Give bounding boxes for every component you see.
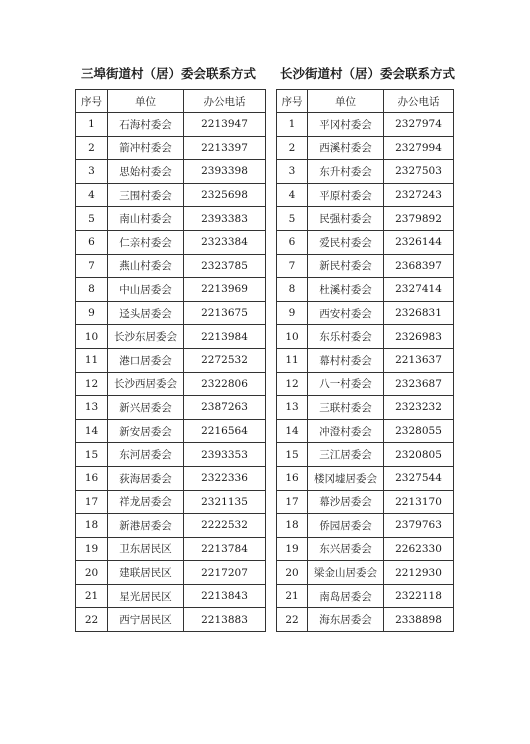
table-row [277,183,454,207]
table-row [76,254,266,278]
table-row [277,207,454,231]
row-unit: 新安居委会 [108,419,184,443]
row-index: 11 [76,348,108,372]
row-unit: 荻海居委会 [108,466,184,490]
row-phone: 2213397 [184,136,266,160]
header-phone: 办公电话 [184,90,266,113]
row-phone: 2327974 [384,113,454,137]
row-phone: 2327503 [384,160,454,184]
table-row [76,136,266,160]
table-row [76,183,266,207]
row-index: 21 [76,584,108,608]
table-row [277,160,454,184]
row-index: 5 [76,207,108,231]
row-unit: 东河居委会 [108,443,184,467]
row-phone: 2217207 [184,561,266,585]
row-index: 8 [277,278,308,302]
row-phone: 2379892 [384,207,454,231]
header-unit: 单位 [308,90,384,113]
row-index: 19 [277,537,308,561]
row-unit: 三围村委会 [108,183,184,207]
row-index: 3 [76,160,108,184]
row-phone: 2322806 [184,372,266,396]
table-row [277,537,454,561]
table-row [277,443,454,467]
table-row [277,254,454,278]
table-row [277,230,454,254]
row-index: 14 [277,419,308,443]
row-index: 18 [277,514,308,538]
row-phone: 2213170 [384,490,454,514]
table-row [76,160,266,184]
row-unit: 新港居委会 [108,514,184,538]
row-phone: 2322336 [184,466,266,490]
row-unit: 梁金山居委会 [308,561,384,585]
row-unit: 平冈村委会 [308,113,384,137]
row-index: 19 [76,537,108,561]
sanbu-table-body [76,113,266,632]
row-unit: 中山居委会 [108,278,184,302]
row-unit: 仁亲村委会 [108,230,184,254]
row-phone: 2328055 [384,419,454,443]
table-row [76,537,266,561]
table-row [76,113,266,137]
table-row [76,278,266,302]
changsha-panel [276,62,456,632]
row-phone: 2393353 [184,443,266,467]
row-unit: 杜溪村委会 [308,278,384,302]
table-row [76,348,266,372]
table-row [76,396,266,420]
row-index: 9 [76,301,108,325]
row-index: 2 [277,136,308,160]
row-phone: 2213883 [184,608,266,632]
row-index: 7 [277,254,308,278]
row-index: 10 [277,325,308,349]
table-row [277,608,454,632]
row-unit: 幕沙居委会 [308,490,384,514]
row-phone: 2323232 [384,396,454,420]
row-phone: 2320805 [384,443,454,467]
row-unit: 冲澄村委会 [308,419,384,443]
row-phone: 2326144 [384,230,454,254]
table-row [277,113,454,137]
row-index: 15 [76,443,108,467]
row-unit: 楼冈墟居委会 [308,466,384,490]
table-row [277,301,454,325]
changsha-table [276,89,454,632]
row-index: 9 [277,301,308,325]
row-unit: 三联村委会 [308,396,384,420]
row-unit: 八一村委会 [308,372,384,396]
table-row [76,490,266,514]
row-index: 16 [76,466,108,490]
table-row [76,466,266,490]
table-row [277,348,454,372]
table-header-row [76,90,266,113]
row-unit: 港口居委会 [108,348,184,372]
row-index: 16 [277,466,308,490]
row-unit: 西安村委会 [308,301,384,325]
table-row [76,514,266,538]
row-phone: 2213637 [384,348,454,372]
row-phone: 2213843 [184,584,266,608]
row-unit: 建联居民区 [108,561,184,585]
row-index: 1 [76,113,108,137]
row-phone: 2368397 [384,254,454,278]
header-phone: 办公电话 [384,90,454,113]
row-index: 17 [76,490,108,514]
row-index: 4 [277,183,308,207]
row-phone: 2327544 [384,466,454,490]
row-phone: 2212930 [384,561,454,585]
row-index: 3 [277,160,308,184]
table-row [277,396,454,420]
row-unit: 箭冲村委会 [108,136,184,160]
sanbu-table [75,89,266,632]
sanbu-title: 三埠街道村（居）委会联系方式 [81,66,257,81]
row-index: 13 [76,396,108,420]
row-phone: 2216564 [184,419,266,443]
table-row [76,419,266,443]
table-row [76,207,266,231]
row-phone: 2262330 [384,537,454,561]
table-row [76,230,266,254]
sanbu-panel [75,62,265,632]
header-index: 序号 [277,90,308,113]
row-phone: 2325698 [184,183,266,207]
row-phone: 2323384 [184,230,266,254]
row-index: 22 [76,608,108,632]
row-unit: 平原村委会 [308,183,384,207]
table-row [277,561,454,585]
row-unit: 祥龙居委会 [108,490,184,514]
row-unit: 西溪村委会 [308,136,384,160]
row-index: 6 [277,230,308,254]
table-row [277,514,454,538]
row-phone: 2387263 [184,396,266,420]
header-index: 序号 [76,90,108,113]
table-row [76,301,266,325]
row-index: 2 [76,136,108,160]
row-index: 5 [277,207,308,231]
changsha-title: 长沙街道村（居）委会联系方式 [280,66,456,81]
table-row [277,419,454,443]
row-unit: 侨园居委会 [308,514,384,538]
row-index: 21 [277,584,308,608]
row-phone: 2379763 [384,514,454,538]
row-phone: 2323785 [184,254,266,278]
table-row [76,443,266,467]
table-row [277,325,454,349]
row-index: 18 [76,514,108,538]
row-index: 11 [277,348,308,372]
row-unit: 海东居委会 [308,608,384,632]
table-row [277,136,454,160]
table-row [277,372,454,396]
row-index: 10 [76,325,108,349]
row-phone: 2321135 [184,490,266,514]
row-unit: 三江居委会 [308,443,384,467]
row-unit: 思始村委会 [108,160,184,184]
row-phone: 2338898 [384,608,454,632]
row-phone: 2327243 [384,183,454,207]
row-phone: 2272532 [184,348,266,372]
row-index: 20 [277,561,308,585]
row-index: 7 [76,254,108,278]
header-unit: 单位 [108,90,184,113]
row-unit: 民强村委会 [308,207,384,231]
row-phone: 2327414 [384,278,454,302]
table-row [76,561,266,585]
row-index: 1 [277,113,308,137]
row-unit: 爱民村委会 [308,230,384,254]
row-index: 20 [76,561,108,585]
row-unit: 东兴居委会 [308,537,384,561]
row-index: 4 [76,183,108,207]
row-unit: 卫东居民区 [108,537,184,561]
row-unit: 西宁居民区 [108,608,184,632]
row-index: 12 [76,372,108,396]
table-row [76,372,266,396]
table-row [277,466,454,490]
table-header-row [277,90,454,113]
table-row [277,490,454,514]
row-phone: 2393398 [184,160,266,184]
table-row [76,584,266,608]
row-phone: 2323687 [384,372,454,396]
row-unit: 南山村委会 [108,207,184,231]
row-unit: 幕村村委会 [308,348,384,372]
row-index: 14 [76,419,108,443]
table-row [76,608,266,632]
row-unit: 长沙西居委会 [108,372,184,396]
row-index: 6 [76,230,108,254]
row-phone: 2322118 [384,584,454,608]
table-row [76,325,266,349]
row-phone: 2213947 [184,113,266,137]
changsha-table-body [277,113,454,632]
row-phone: 2213984 [184,325,266,349]
row-phone: 2222532 [184,514,266,538]
row-unit: 新兴居委会 [108,396,184,420]
table-row [277,584,454,608]
row-index: 8 [76,278,108,302]
row-index: 12 [277,372,308,396]
row-unit: 燕山村委会 [108,254,184,278]
row-phone: 2326831 [384,301,454,325]
row-phone: 2327994 [384,136,454,160]
row-index: 22 [277,608,308,632]
row-phone: 2213784 [184,537,266,561]
row-phone: 2213675 [184,301,266,325]
row-unit: 新民村委会 [308,254,384,278]
table-row [277,278,454,302]
row-index: 17 [277,490,308,514]
row-phone: 2213969 [184,278,266,302]
row-unit: 东升村委会 [308,160,384,184]
row-phone: 2326983 [384,325,454,349]
row-unit: 石海村委会 [108,113,184,137]
row-unit: 南岛居委会 [308,584,384,608]
row-index: 15 [277,443,308,467]
row-unit: 星光居民区 [108,584,184,608]
row-phone: 2393383 [184,207,266,231]
row-index: 13 [277,396,308,420]
row-unit: 长沙东居委会 [108,325,184,349]
row-unit: 迳头居委会 [108,301,184,325]
row-unit: 东乐村委会 [308,325,384,349]
